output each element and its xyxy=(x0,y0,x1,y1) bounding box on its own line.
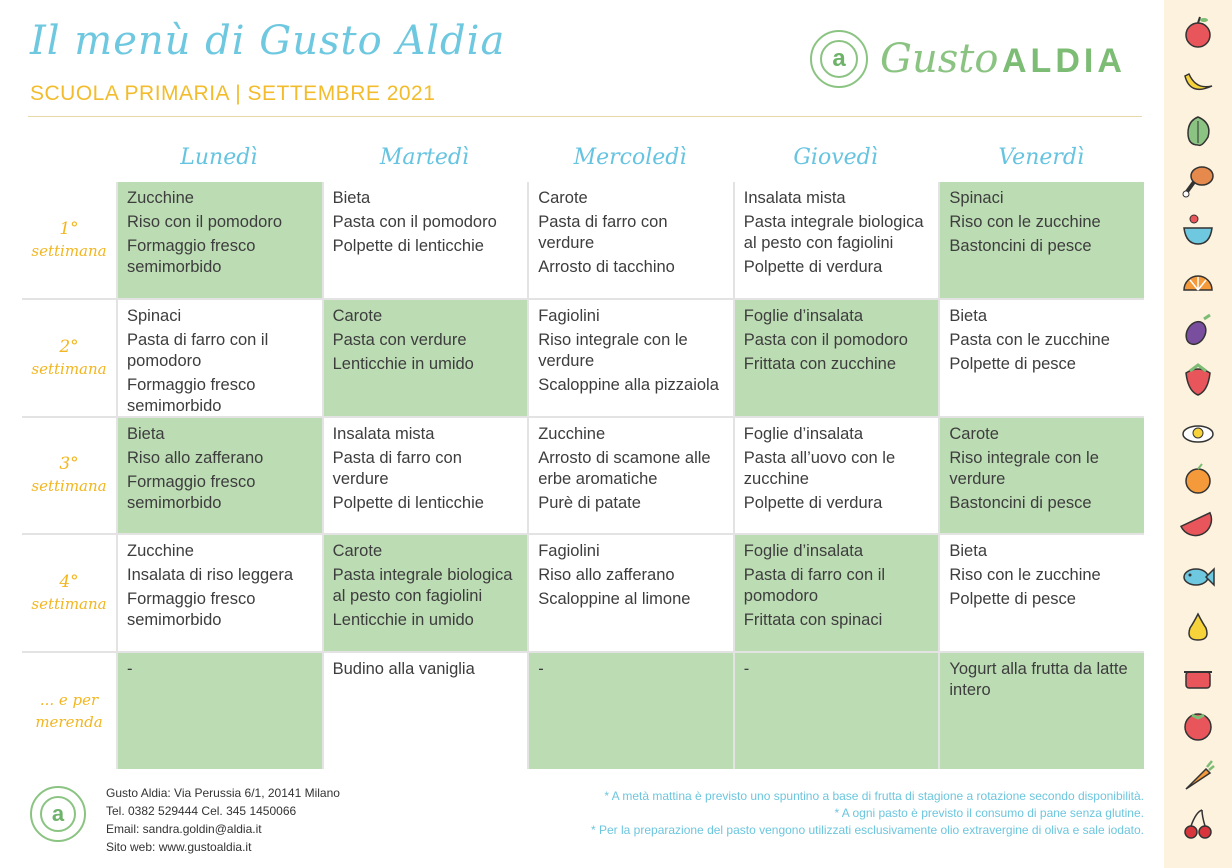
week-label-text: settimana xyxy=(31,359,107,378)
carrot-icon xyxy=(1180,757,1216,793)
footer-logo-letter: a xyxy=(40,796,76,832)
menu-item: Insalata mista xyxy=(743,189,846,207)
menu-item: Pasta integrale biologica al pesto con fagiolini xyxy=(743,213,924,252)
divider xyxy=(28,116,1142,117)
week-label xyxy=(22,535,116,651)
footnote: * A metà mattina è previsto uno spuntino a base di frutta di stagione a rotazione secondo disponibilità. xyxy=(604,789,1144,803)
brand-aldia-text: ALDIA xyxy=(1002,42,1126,80)
menu-item: Pasta di farro con il pomodoro xyxy=(743,566,886,606)
menu-item: Formaggio fresco semimorbido xyxy=(127,375,256,415)
menu-item: Spinaci xyxy=(949,189,1004,207)
cherry-icon xyxy=(1180,806,1216,842)
menu-item: Zucchine xyxy=(127,189,194,207)
menu-item: Scaloppine al limone xyxy=(538,590,691,609)
menu-item: Purè di patate xyxy=(538,493,641,512)
menu-cell xyxy=(529,418,733,534)
menu-item: Frittata con zucchine xyxy=(743,354,897,373)
menu-item: Bieta xyxy=(949,306,987,325)
menu-cell xyxy=(940,418,1144,534)
menu-item: Pasta integrale biologica al pesto con fagiolini xyxy=(332,566,513,606)
menu-item: Polpette di pesce xyxy=(949,354,1076,373)
menu-table xyxy=(22,182,1144,769)
pot-icon xyxy=(1180,658,1216,694)
day-wednesday: Mercoledì xyxy=(573,145,687,170)
logo-letter: a xyxy=(820,40,858,78)
menu-item: Zucchine xyxy=(127,542,194,561)
menu-item: Scaloppine alla pizzaiola xyxy=(538,375,719,394)
menu-cell xyxy=(940,300,1144,416)
day-friday: Venerdì xyxy=(998,145,1085,170)
menu-cell xyxy=(735,182,939,298)
menu-item: Budino alla vaniglia xyxy=(332,660,475,679)
food-icons-sidebar xyxy=(1164,0,1232,868)
menu-item: - xyxy=(127,660,133,679)
orange-icon xyxy=(1180,460,1216,496)
menu-item: Bieta xyxy=(949,542,987,561)
menu-item: Polpette di verdura xyxy=(743,258,883,276)
day-thursday: Giovedì xyxy=(793,145,878,170)
menu-cell xyxy=(118,418,322,534)
menu-item: Pasta di farro con il pomodoro xyxy=(127,330,269,370)
week-number: 4° xyxy=(59,572,79,593)
footnote: * A ogni pasto è previsto il consumo di pane senza glutine. xyxy=(834,806,1144,820)
menu-item: Pasta con il pomodoro xyxy=(332,213,497,231)
menu-item: Riso con le zucchine xyxy=(949,566,1101,585)
week-label xyxy=(22,653,116,769)
brand-logo xyxy=(810,30,1140,92)
menu-cell xyxy=(118,182,322,298)
footnote: * Per la preparazione del pasto vengono utilizzati esclusivamente olio extravergine di oliva e sale iodato. xyxy=(591,823,1144,837)
menu-item: Carote xyxy=(332,542,383,561)
menu-item: Formaggio fresco semimorbido xyxy=(127,237,256,276)
menu-cell xyxy=(940,535,1144,651)
menu-item: Fagiolini xyxy=(538,542,600,561)
menu-cell xyxy=(940,653,1144,769)
menu-cell xyxy=(324,418,528,534)
contact-address: Gusto Aldia: Via Perussia 6/1, 20141 Milano xyxy=(106,786,340,800)
menu-item: Foglie d’insalata xyxy=(743,542,864,561)
menu-item: Polpette di verdura xyxy=(743,493,883,512)
logo-badge-icon xyxy=(810,30,868,88)
menu-cell xyxy=(118,300,322,416)
week-label-text: settimana xyxy=(31,595,107,614)
menu-item: Pasta con le zucchine xyxy=(949,330,1110,349)
menu-item: Insalata mista xyxy=(332,424,435,443)
menu-item: Riso integrale con le verdure xyxy=(538,330,688,370)
menu-item: Lenticchie in umido xyxy=(332,354,474,373)
days-header xyxy=(116,140,1144,180)
menu-cell xyxy=(324,300,528,416)
banana-icon xyxy=(1180,64,1216,100)
menu-item: Pasta con il pomodoro xyxy=(743,330,908,349)
menu-cell xyxy=(735,418,939,534)
menu-item: Formaggio fresco semimorbido xyxy=(127,472,256,512)
menu-item: Foglie d’insalata xyxy=(743,424,864,443)
menu-item: Arrosto di scamone alle erbe aromatiche xyxy=(538,448,711,488)
week-number: 2° xyxy=(59,336,79,357)
menu-item: Pasta di farro con verdure xyxy=(538,213,668,252)
menu-item: Lenticchie in umido xyxy=(332,611,474,630)
contact-info xyxy=(106,784,340,856)
day-tuesday: Martedì xyxy=(379,145,469,170)
menu-item: Carote xyxy=(949,424,999,443)
menu-cell xyxy=(118,535,322,651)
menu-cell xyxy=(118,653,322,769)
bowl-icon xyxy=(1180,212,1216,248)
menu-item: Polpette di lenticchie xyxy=(332,237,484,255)
brand-gusto-text: Gusto xyxy=(880,36,999,82)
menu-item: Bastoncini di pesce xyxy=(949,493,1092,512)
menu-item: Carote xyxy=(538,189,588,207)
menu-cell xyxy=(324,182,528,298)
menu-item: Foglie d’insalata xyxy=(743,306,864,325)
drumstick-icon xyxy=(1180,163,1216,199)
tomato-icon xyxy=(1180,707,1216,743)
menu-item: Riso con le zucchine xyxy=(949,213,1101,231)
menu-item: Frittata con spinaci xyxy=(743,611,883,630)
menu-cell xyxy=(529,182,733,298)
week-label-text: ... e per merenda xyxy=(35,691,103,732)
menu-item: Bieta xyxy=(127,424,165,443)
orange-slice-icon xyxy=(1180,262,1216,298)
week-label xyxy=(22,418,116,534)
contact-email: Email: sandra.goldin@aldia.it xyxy=(106,822,262,836)
menu-item: Riso integrale con le verdure xyxy=(949,448,1099,488)
footer-logo-icon xyxy=(30,786,86,842)
menu-item: Bastoncini di pesce xyxy=(949,237,1092,255)
menu-item: Riso allo zafferano xyxy=(538,566,675,585)
strawberry-icon xyxy=(1180,361,1216,397)
menu-item: Formaggio fresco semimorbido xyxy=(127,590,256,630)
menu-cell xyxy=(735,300,939,416)
menu-cell xyxy=(940,182,1144,298)
menu-cell xyxy=(529,535,733,651)
menu-item: Bieta xyxy=(332,189,371,207)
menu-cell xyxy=(324,653,528,769)
menu-item: Polpette di lenticchie xyxy=(332,493,484,512)
pear-icon xyxy=(1180,608,1216,644)
page-subtitle: SCUOLA PRIMARIA | SETTEMBRE 2021 xyxy=(30,82,436,105)
day-monday: Lunedì xyxy=(180,145,258,170)
apple-icon xyxy=(1180,14,1216,50)
week-label-text: settimana xyxy=(31,477,107,496)
contact-phone: Tel. 0382 529444 Cel. 345 1450066 xyxy=(106,804,297,818)
week-number: 1° xyxy=(59,218,79,239)
menu-item: Yogurt alla frutta da latte intero xyxy=(949,660,1128,700)
menu-item: Carote xyxy=(332,306,383,325)
menu-cell xyxy=(529,653,733,769)
menu-item: Fagiolini xyxy=(538,306,600,325)
contact-website: Sito web: www.gustoaldia.it xyxy=(106,840,252,854)
menu-item: Pasta di farro con verdure xyxy=(332,448,462,488)
lettuce-icon xyxy=(1180,113,1216,149)
menu-item: Riso allo zafferano xyxy=(127,448,264,467)
menu-item: Polpette di pesce xyxy=(949,590,1076,609)
menu-item: Pasta all’uovo con le zucchine xyxy=(743,448,896,488)
week-label xyxy=(22,300,116,416)
page-title: Il menù di Gusto Aldia xyxy=(30,18,506,64)
menu-cell xyxy=(735,535,939,651)
menu-item: Riso con il pomodoro xyxy=(127,213,282,231)
egg-icon xyxy=(1180,410,1216,446)
eggplant-icon xyxy=(1180,311,1216,347)
menu-cell xyxy=(735,653,939,769)
menu-item: Insalata di riso leggera xyxy=(127,566,294,585)
watermelon-icon xyxy=(1180,509,1216,545)
menu-cell xyxy=(529,300,733,416)
footnotes xyxy=(591,788,1144,839)
menu-item: - xyxy=(538,660,544,679)
menu-item: Arrosto di tacchino xyxy=(538,258,675,276)
menu-item: Zucchine xyxy=(538,424,606,443)
menu-cell xyxy=(324,535,528,651)
menu-item: Pasta con verdure xyxy=(332,330,467,349)
fish-icon xyxy=(1180,559,1216,595)
week-number: 3° xyxy=(59,454,79,475)
week-label-text: settimana xyxy=(31,241,107,260)
week-label xyxy=(22,182,116,298)
menu-item: - xyxy=(743,660,750,679)
menu-item: Spinaci xyxy=(127,306,182,325)
